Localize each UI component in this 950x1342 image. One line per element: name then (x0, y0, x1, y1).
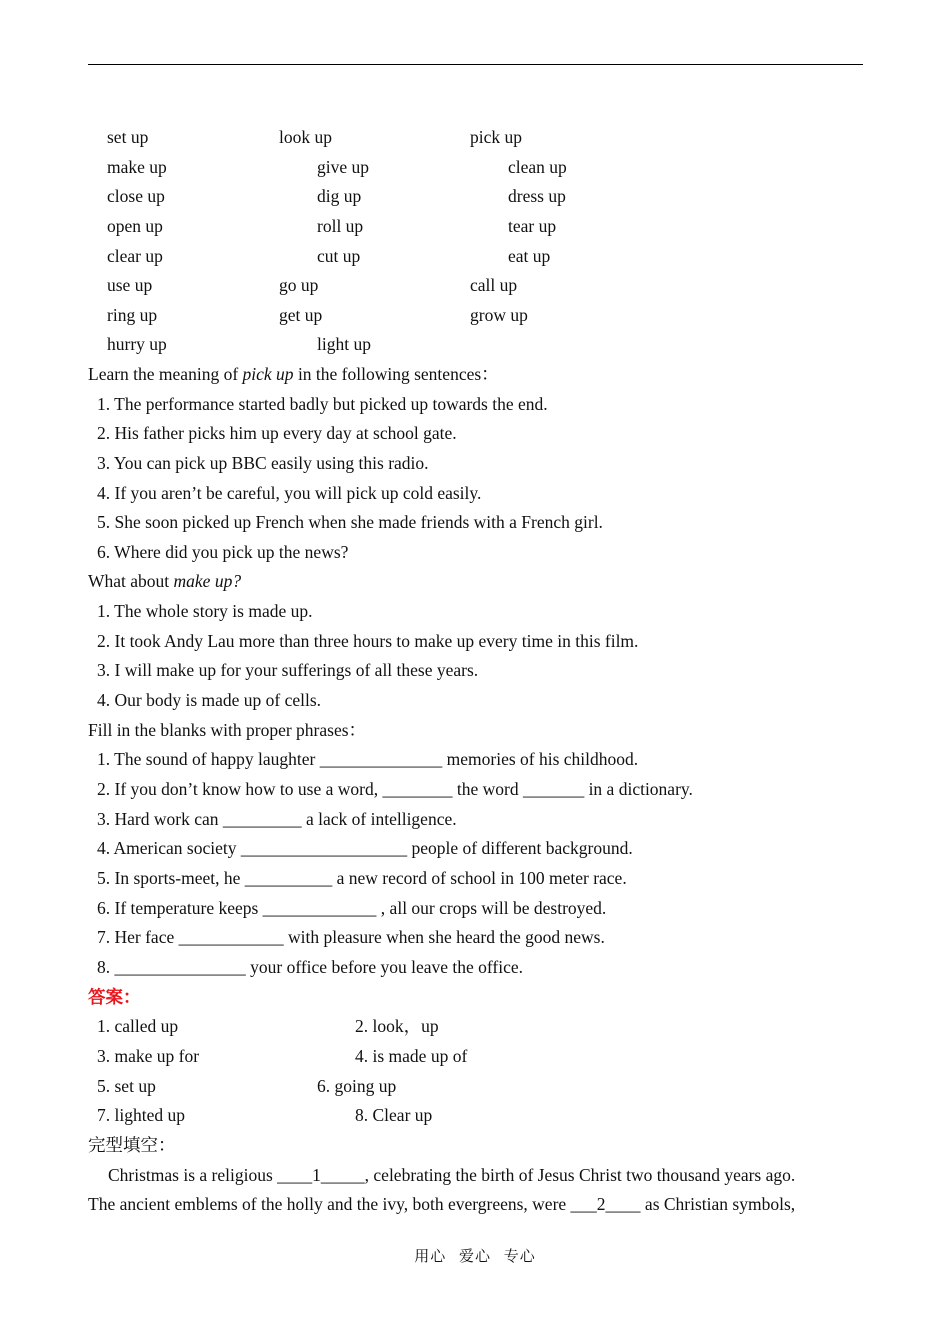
phrase: look up (279, 127, 332, 147)
answer: 3. make up for (97, 1046, 200, 1066)
exercise-item: 6. If temperature keeps _____________ , all our crops will be destroyed. (97, 898, 607, 918)
answer: 2. look，up (355, 1016, 439, 1036)
phrase: clean up (508, 157, 567, 177)
sentence: 2. It took Andy Lau more than three hours to make up every time in this film. (97, 631, 639, 651)
answer: 8. Clear up (355, 1105, 433, 1125)
sentence: 2. His father picks him up every day at school gate. (97, 423, 457, 443)
phrase: go up (279, 275, 319, 295)
answer: 5. set up (97, 1076, 156, 1096)
answer: 1. called up (97, 1016, 179, 1036)
sentence: 3. I will make up for your sufferings of all these years. (97, 660, 479, 680)
sentence: 3. You can pick up BBC easily using this radio. (97, 453, 429, 473)
header-rule (88, 64, 863, 65)
phrase: open up (107, 216, 163, 236)
phrase: clear up (107, 246, 163, 266)
exercise-item: 4. American society ___________________ people of different background. (97, 838, 633, 858)
phrase: eat up (508, 246, 551, 266)
phrase: use up (107, 275, 153, 295)
page-footer (0, 1245, 950, 1269)
exercise-item: 2. If you don’t know how to use a word, ________ the word _______ in a dictionary. (97, 779, 693, 799)
cloze-paragraph-line: Christmas is a religious ____1_____, celebrating the birth of Jesus Christ two thousand years ago. (108, 1165, 796, 1185)
sentence: 1. The performance started badly but picked up towards the end. (97, 394, 548, 414)
sentence: 1. The whole story is made up. (97, 601, 313, 621)
phrase: ring up (107, 305, 158, 325)
footer-word: 专心 (503, 1249, 536, 1265)
exercise-item: 7. Her face ____________ with pleasure when she heard the good news. (97, 927, 605, 947)
answer: 7. lighted up (97, 1105, 185, 1125)
phrase: light up (317, 334, 371, 354)
phrase: tear up (508, 216, 557, 236)
sentence: 4. Our body is made up of cells. (97, 690, 322, 710)
cloze-heading: 完型填空： (88, 1135, 176, 1155)
exercise-item: 5. In sports-meet, he __________ a new record of school in 100 meter race. (97, 868, 627, 888)
sentence: 5. She soon picked up French when she made friends with a French girl. (97, 512, 603, 532)
phrase: close up (107, 186, 165, 206)
cloze-paragraph-line: The ancient emblems of the holly and the ivy, both evergreens, were ___2____ as Christian symbols, (88, 1194, 796, 1214)
phrase: dig up (317, 186, 362, 206)
footer-word: 用心 (414, 1249, 447, 1265)
phrase: call up (470, 275, 518, 295)
answer: 6. going up (317, 1076, 397, 1096)
phrase: make up (107, 157, 167, 177)
phrase: pick up (470, 127, 523, 147)
phrase: dress up (508, 186, 566, 206)
phrase: hurry up (107, 334, 167, 354)
pick-up-heading: Learn the meaning of pick up in the following sentences： (88, 364, 499, 384)
make-up-heading: What about make up? (88, 571, 242, 591)
fill-blanks-heading: Fill in the blanks with proper phrases： (88, 720, 367, 740)
exercise-item: 3. Hard work can _________ a lack of intelligence. (97, 809, 457, 829)
answer: 4. is made up of (355, 1046, 468, 1066)
exercise-item: 1. The sound of happy laughter ______________ memories of his childhood. (97, 749, 639, 769)
phrase: grow up (470, 305, 528, 325)
sentence: 6. Where did you pick up the news? (97, 542, 349, 562)
phrase: get up (279, 305, 323, 325)
phrase: cut up (317, 246, 361, 266)
sentence: 4. If you aren’t be careful, you will pick up cold easily. (97, 483, 482, 503)
phrase: set up (107, 127, 149, 147)
phrase: give up (317, 157, 370, 177)
footer-word: 爱心 (458, 1249, 491, 1265)
exercise-item: 8. _______________ your office before you leave the office. (97, 957, 524, 977)
phrase: roll up (317, 216, 364, 236)
answers-heading: 答案： (88, 987, 141, 1007)
